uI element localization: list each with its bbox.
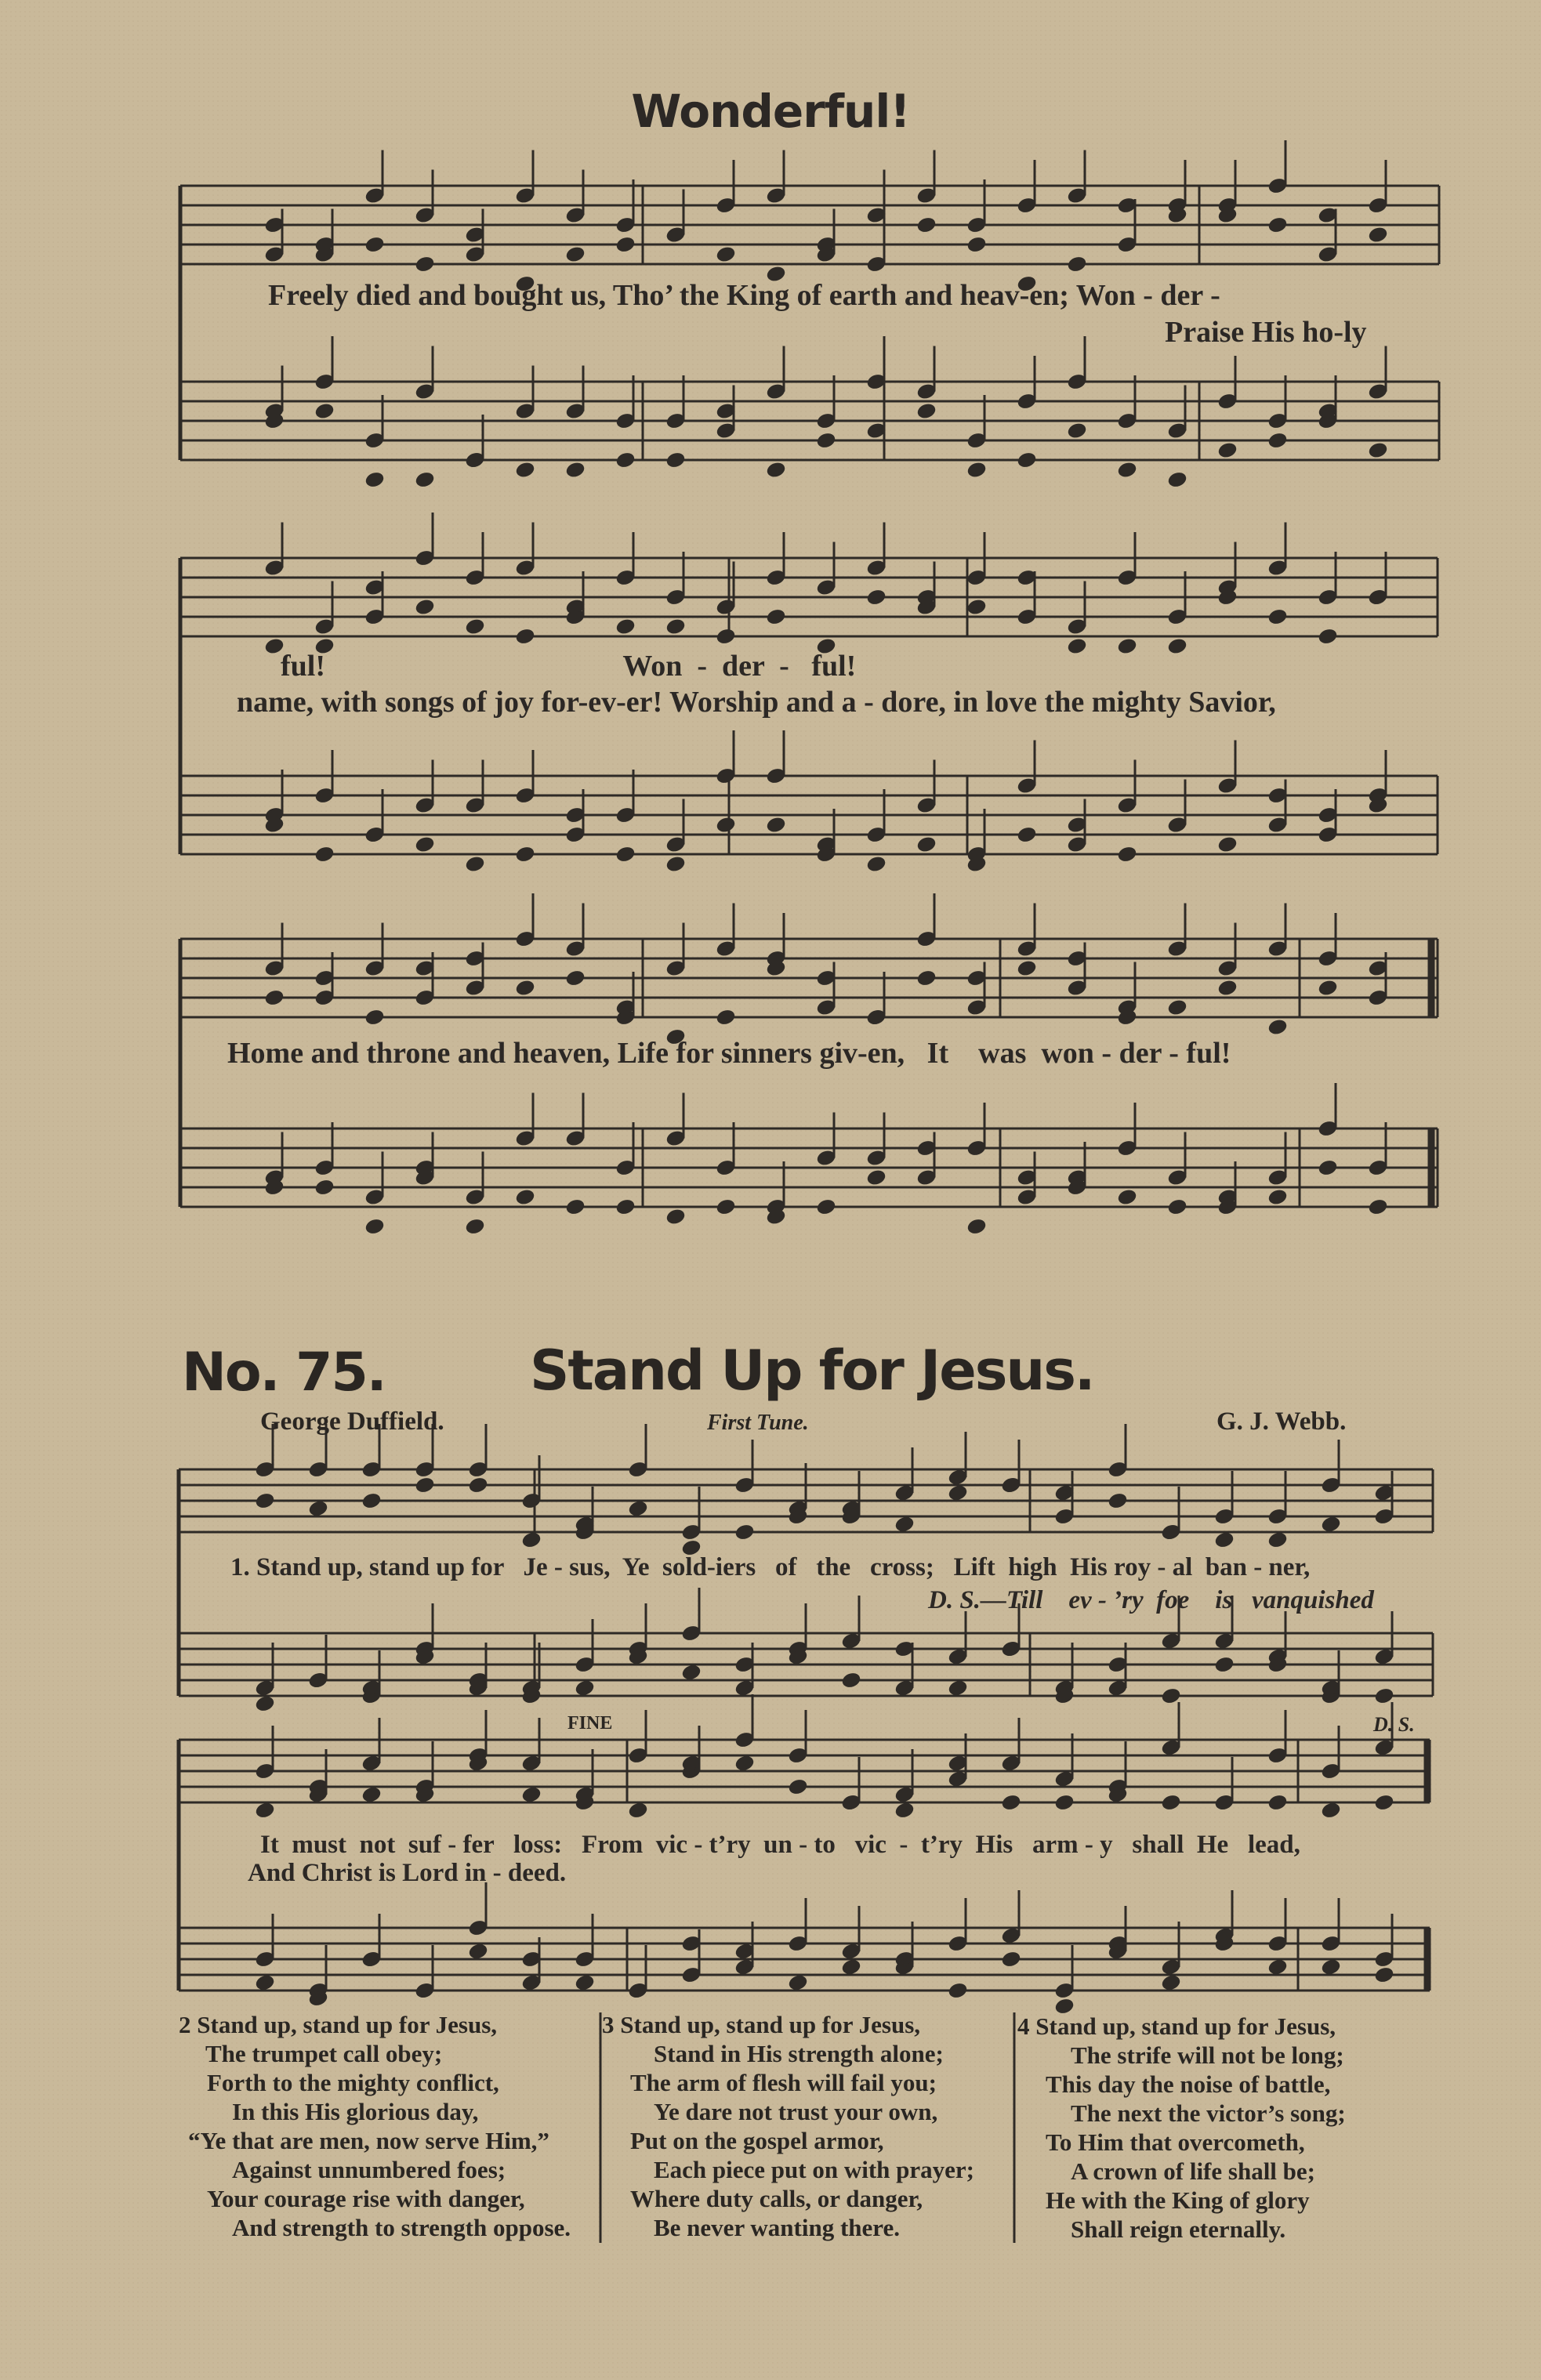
verse-2 <box>179 2010 571 2242</box>
verse-line: Ye dare not trust your own, <box>654 2098 938 2125</box>
tune-label: First Tune. <box>707 1411 809 1435</box>
verse-line: Where duty calls, or danger, <box>630 2185 923 2212</box>
verse-line: Shall reign eternally. <box>1071 2215 1286 2243</box>
lyric-line: 1. Stand up, stand up for Je - sus, Ye sold-iers of the cross; Lift high His roy - al ban - ner, <box>230 1553 1311 1581</box>
lyric-line: And Christ is Lord in - deed. <box>248 1859 567 1887</box>
verse-line: “Ye that are men, now serve Him,” <box>188 2127 549 2154</box>
verse-line: The trumpet call obey; <box>205 2040 443 2067</box>
fine-marker: FINE <box>567 1713 613 1733</box>
author-credit: George Duffield. <box>260 1407 444 1436</box>
verse-line: In this His glorious day, <box>232 2098 479 2125</box>
verse-line: Stand in His strength alone; <box>654 2040 944 2067</box>
verse-line: Be never wanting there. <box>654 2214 900 2241</box>
lyric-line: Home and throne and heaven, Life for sinners giv-en, It was won - der - ful! <box>227 1037 1231 1070</box>
hymn-title-stand-up: Stand Up for Jesus. <box>530 1339 1094 1403</box>
composer-credit: G. J. Webb. <box>1216 1407 1347 1436</box>
verse-line: The next the victor’s song; <box>1071 2099 1346 2127</box>
lyric-line: D. S.—Till ev - ’ry foe is vanquished <box>928 1586 1374 1614</box>
verse-line: Put on the gospel armor, <box>630 2127 884 2154</box>
verse-line: A crown of life shall be; <box>1071 2157 1315 2185</box>
verse-line: The strife will not be long; <box>1071 2041 1344 2069</box>
verse-line: The arm of flesh will fail you; <box>630 2069 937 2096</box>
verse-line: Your courage rise with danger, <box>207 2185 525 2212</box>
lyric-line: Praise His ho-ly <box>1165 316 1367 349</box>
hymn-number: No. 75. <box>182 1342 386 1404</box>
ds-marker: D. S. <box>1373 1713 1415 1736</box>
hymn-title-wonderful: Wonderful! <box>631 85 910 138</box>
verse-4 <box>1017 2012 1346 2244</box>
lyric-line: It must not suf - fer loss: From vic - t’ry un - to vic - t’ry His arm - y shall He lead, <box>260 1831 1300 1859</box>
verse-line: 3 Stand up, stand up for Jesus, <box>602 2011 921 2038</box>
verse-line: Forth to the mighty conflict, <box>207 2069 499 2096</box>
verse-line: He with the King of glory <box>1046 2186 1310 2214</box>
verse-line: 2 Stand up, stand up for Jesus, <box>179 2011 498 2038</box>
verse-3 <box>602 2010 974 2242</box>
lyric-line: Freely died and bought us, Tho’ the King of earth and heav-en; Won - der - <box>268 279 1220 312</box>
verse-line: And strength to strength oppose. <box>232 2214 571 2241</box>
verse-line: Each piece put on with prayer; <box>654 2156 975 2183</box>
verse-line: This day the noise of battle, <box>1046 2070 1331 2098</box>
lyric-line: name, with songs of joy for-ev-er! Worship and a - dore, in love the mighty Savior, <box>237 686 1276 719</box>
verse-line: To Him that overcometh, <box>1046 2128 1305 2156</box>
lyric-line: ful! Won - der - ful! <box>281 650 857 683</box>
verse-line: 4 Stand up, stand up for Jesus, <box>1017 2012 1336 2040</box>
verse-line: Against unnumbered foes; <box>232 2156 506 2183</box>
